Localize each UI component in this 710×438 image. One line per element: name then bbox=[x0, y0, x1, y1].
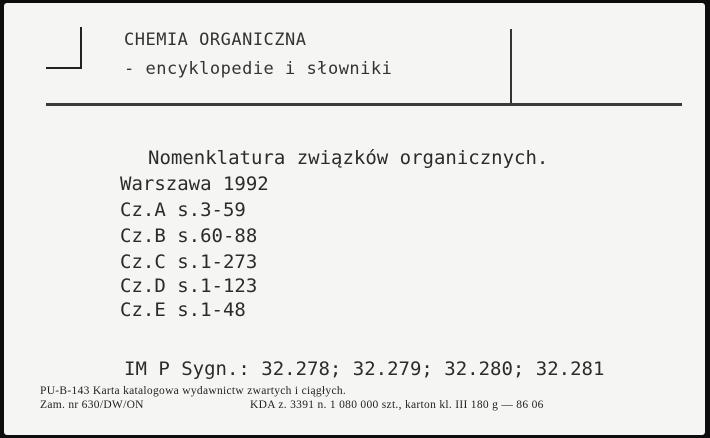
subject-heading: CHEMIA ORGANICZNA bbox=[124, 30, 307, 50]
heading-rule bbox=[46, 103, 682, 106]
entry-place-year: Warszawa 1992 bbox=[120, 173, 269, 195]
print-run-info: KDA z. 3391 n. 1 080 000 szt., karton kl. III 180 g — 86 06 bbox=[250, 399, 544, 411]
corner-mark-horizontal bbox=[46, 67, 82, 69]
call-number-signature: IM P Sygn.: 32.278; 32.279; 32.280; 32.281 bbox=[124, 358, 605, 380]
entry-title: Nomenklatura związków organicznych. bbox=[148, 147, 549, 169]
entry-part: Cz.C s.1-273 bbox=[120, 251, 258, 273]
subject-subheading: - encyklopedie i słowniki bbox=[124, 59, 393, 79]
entry-part: Cz.E s.1-48 bbox=[120, 299, 246, 321]
entry-part: Cz.A s.3-59 bbox=[120, 199, 246, 221]
printed-form-footer-line2 bbox=[40, 399, 544, 411]
entry-part: Cz.B s.60-88 bbox=[120, 225, 258, 247]
order-number: Zam. nr 630/DW/ON bbox=[40, 399, 144, 411]
entry-part: Cz.D s.1-123 bbox=[120, 275, 258, 297]
corner-mark-vertical bbox=[80, 27, 82, 67]
printed-form-footer-line1: PU-B-143 Karta katalogowa wydawnictw zwartych i ciągłych. bbox=[40, 385, 347, 397]
heading-right-divider bbox=[510, 29, 512, 105]
catalog-card bbox=[4, 3, 705, 435]
